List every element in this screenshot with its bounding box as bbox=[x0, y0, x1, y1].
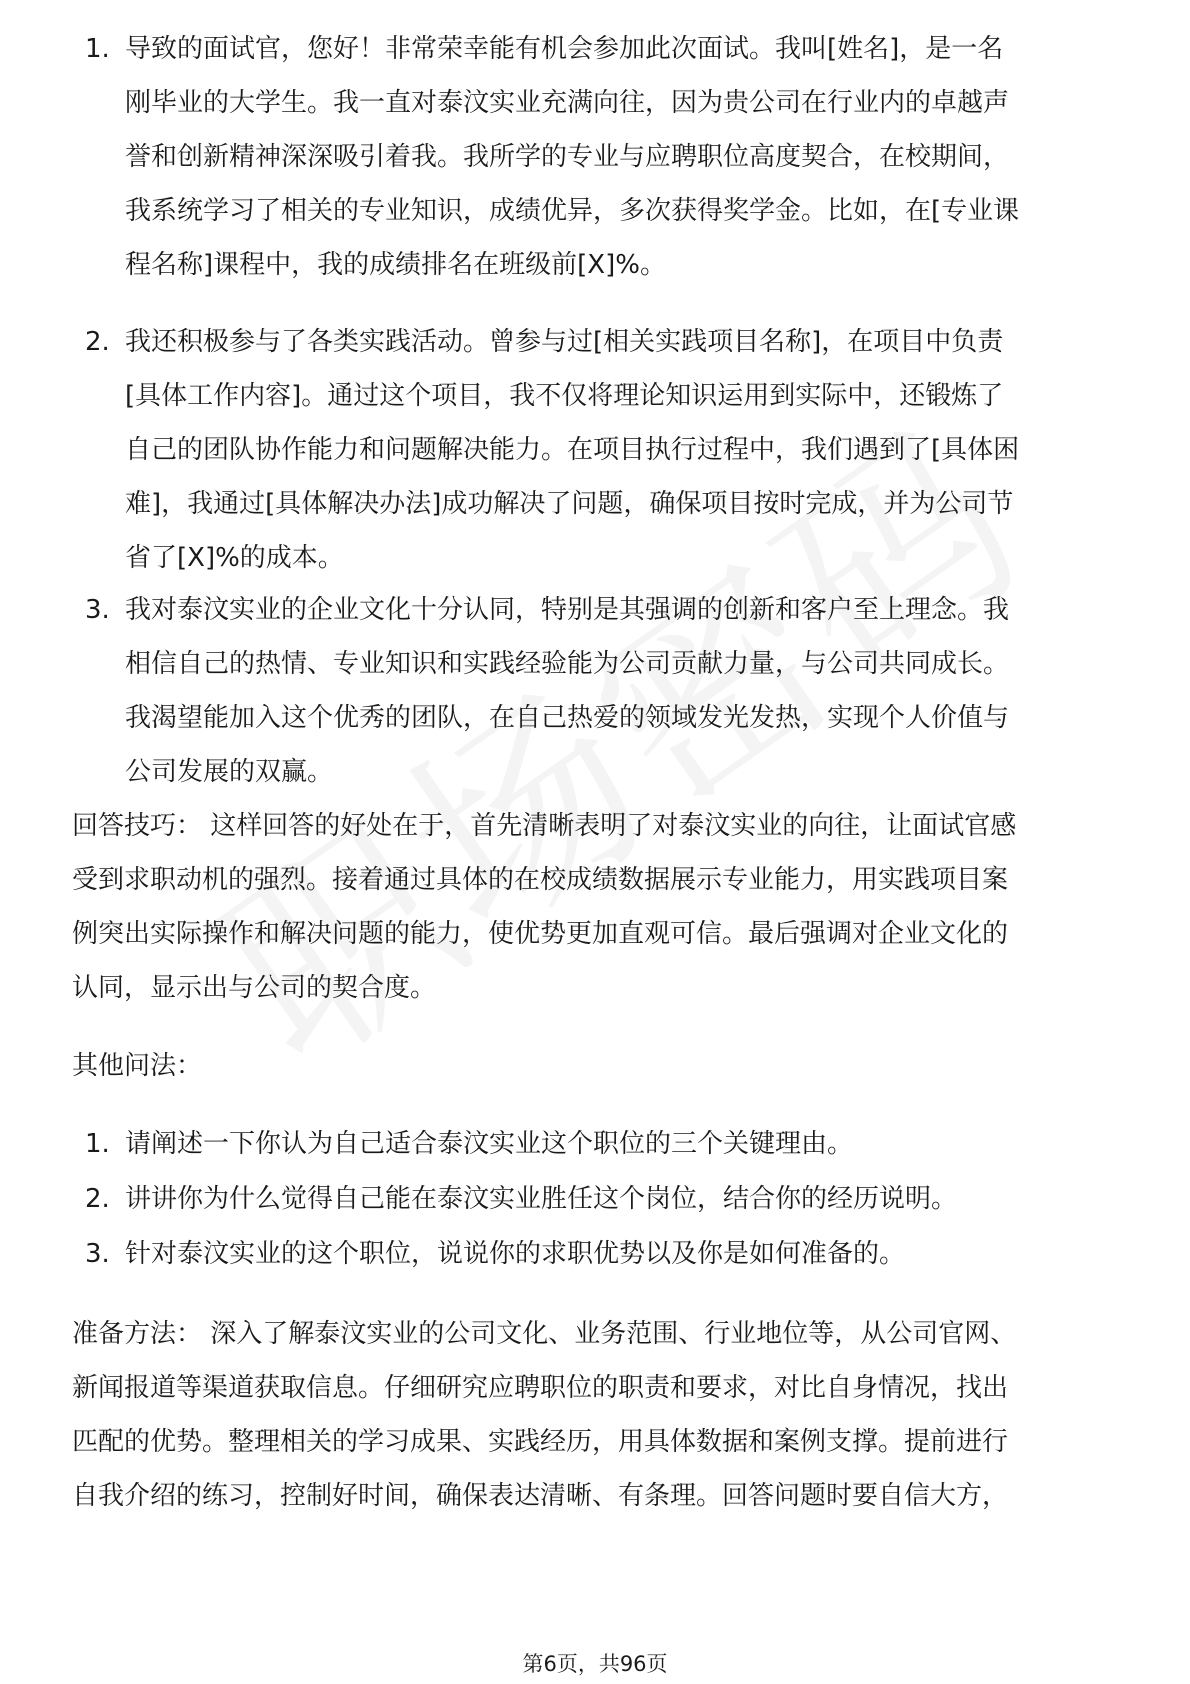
text-line: 匹配的优势。整理相关的学习成果、实践经历，用具体数据和案例支撑。提前进行 bbox=[72, 1427, 1009, 1457]
text-line: 刚毕业的大学生。我一直对泰汶实业充满向往，因为贵公司在行业内的卓越声 bbox=[125, 88, 1010, 118]
text-line: 自我介绍的练习，控制好时间，确保表达清晰、有条理。回答问题时要自信大方， bbox=[72, 1481, 1009, 1511]
text-line: 请阐述一下你认为自己适合泰汶实业这个职位的三个关键理由。 bbox=[125, 1129, 854, 1159]
list-number: 2. bbox=[85, 327, 110, 357]
text-line: 我还积极参与了各类实践活动。曾参与过[相关实践项目名称]，在项目中负责 bbox=[125, 327, 1004, 357]
text-line: 程名称]课程中，我的成绩排名在班级前[X]%。 bbox=[125, 250, 666, 280]
text-line: 我渴望能加入这个优秀的团队，在自己热爱的领域发光发热，实现个人价值与 bbox=[125, 703, 1010, 733]
list-number: 2. bbox=[85, 1184, 110, 1214]
text-line: 自己的团队协作能力和问题解决能力。在项目执行过程中，我们遇到了[具体困 bbox=[125, 435, 1020, 465]
text-line: 誉和创新精神深深吸引着我。我所学的专业与应聘职位高度契合，在校期间， bbox=[125, 142, 1010, 172]
text-line: 难]，我通过[具体解决办法]成功解决了问题，确保项目按时完成，并为公司节 bbox=[125, 489, 1014, 519]
text-line: 讲讲你为什么觉得自己能在泰汶实业胜任这个岗位，结合你的经历说明。 bbox=[125, 1184, 958, 1214]
text-line: 我对泰汶实业的企业文化十分认同，特别是其强调的创新和客户至上理念。我 bbox=[125, 595, 1010, 625]
text-line: 例突出实际操作和解决问题的能力，使优势更加直观可信。最后强调对企业文化的 bbox=[72, 919, 1009, 949]
text-line: 省了[X]%的成本。 bbox=[125, 543, 344, 573]
page-number: 第6页，共96页 bbox=[522, 1652, 668, 1676]
text-line: 相信自己的热情、专业知识和实践经验能为公司贡献力量，与公司共同成长。 bbox=[125, 649, 1010, 679]
text-line: 回答技巧： 这样回答的好处在于，首先清晰表明了对泰汶实业的向往，让面试官感 bbox=[72, 811, 1017, 841]
section-heading: 其他问法： bbox=[72, 1051, 203, 1081]
list-number: 3. bbox=[85, 595, 110, 625]
text-line: 新闻报道等渠道获取信息。仔细研究应聘职位的职责和要求，对比自身情况，找出 bbox=[72, 1373, 1009, 1403]
text-line: 受到求职动机的强烈。接着通过具体的在校成绩数据展示专业能力，用实践项目案 bbox=[72, 865, 1009, 895]
list-number: 1. bbox=[85, 34, 110, 64]
text-line: 认同，显示出与公司的契合度。 bbox=[72, 973, 437, 1003]
list-number: 3. bbox=[85, 1239, 110, 1269]
text-line: 针对泰汶实业的这个职位，说说你的求职优势以及你是如何准备的。 bbox=[125, 1239, 906, 1269]
text-line: 我系统学习了相关的专业知识，成绩优异，多次获得奖学金。比如，在[专业课 bbox=[125, 196, 1020, 226]
text-line: 准备方法： 深入了解泰汶实业的公司文化、业务范围、行业地位等，从公司官网、 bbox=[72, 1319, 1017, 1349]
text-line: [具体工作内容]。通过这个项目，我不仅将理论知识运用到实际中，还锻炼了 bbox=[125, 381, 1004, 411]
text-line: 公司发展的双赢。 bbox=[125, 757, 334, 787]
list-number: 1. bbox=[85, 1129, 110, 1159]
text-line: 导致的面试官，您好！非常荣幸能有机会参加此次面试。我叫[姓名]，是一名 bbox=[125, 34, 1004, 64]
